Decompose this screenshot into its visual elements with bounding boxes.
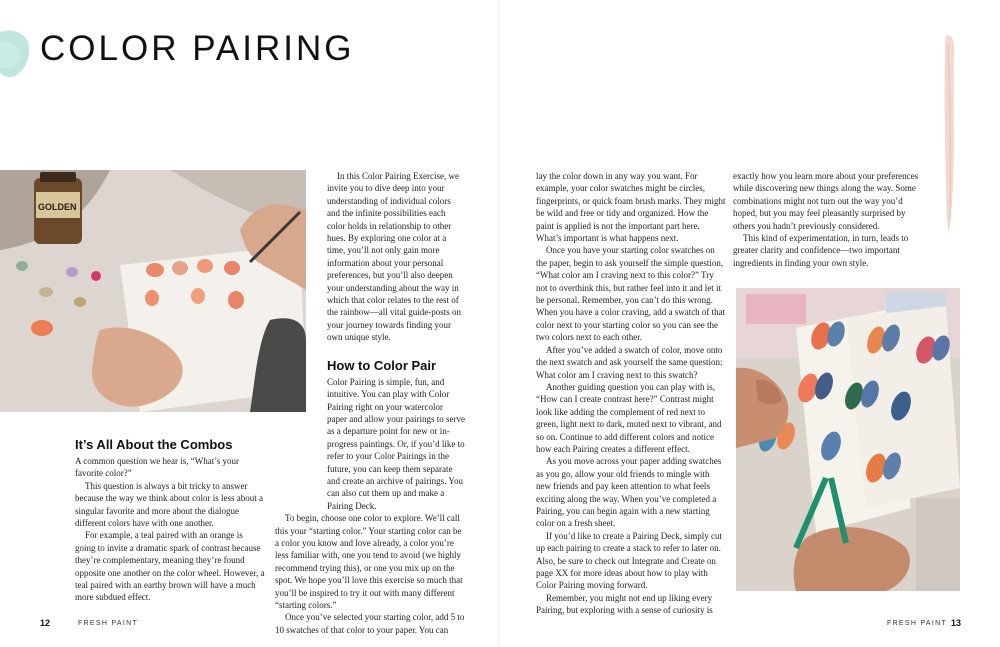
middle-column	[275, 170, 465, 636]
page-title: COLOR PAIRING	[40, 29, 355, 68]
paragraph: Once you’ve selected your starting color, add 5 to 10 swatches of that color to your paper. You can	[275, 612, 465, 635]
intro-block	[275, 170, 465, 512]
brush-stroke-decoration	[940, 34, 960, 234]
paragraph: After you’ve added a swatch of color, move onto the next swatch and ask yourself the same question: What color am I craving next to this swatch?	[536, 344, 723, 380]
paragraph: Once you have your starting color swatches on the paper, begin to ask yourself the simple question, “What color am I craving next to this color?” Try not to overthink this, but rather feel into it and let it be personal. Remember, you can’t do this wrong. When you have a color craving, add a swatch of that color next to your starting color so you can see the two colors next to each other.	[536, 245, 726, 343]
running-footer-left: FRESH PAINT	[78, 620, 139, 627]
paragraph: To begin, choose one color to explore. We’ll call this your “starting color.” Your starting color can be a color you know and love already, a color you’re less familiar with, one you tend to avoid (we highly recommend trying this), or one you mix up on the spot. We hope you’ll love this exercise so much that you’ll be inspired to try it out with many different “starting colors.”	[275, 513, 463, 610]
paragraph: For example, a teal paired with an orange is going to invite a dramatic spark of contrast because they’re complementary, meaning they’re found opposite one another on the color wheel. However, a teal paired with an earthy brown will have a much more subdued effect.	[75, 530, 265, 603]
painting-photo-left	[0, 170, 306, 412]
right-column-1	[536, 170, 726, 617]
right-column-2	[733, 170, 923, 269]
page-number-left: 12	[40, 618, 51, 628]
paragraph: As you move across your paper adding swatches as you go, allow your old friends to mingle with new friends and pay keen attention to what feels exciting along the way. When you’ve completed a Pairing, you can begin again with a new starting color on a fresh sheet.	[536, 456, 722, 529]
paragraph: lay the color down in any way you want. For example, your color swatches might be circles, fingerprints, or quick foam brush marks. They might be wild and free or tidy and organized. How the paint is applied is not the important part here. What’s important is what happens next.	[536, 171, 726, 244]
paragraph: Another guiding question you can play with is, “How can I create contrast here?” Contrast might look like adding the complement of red next to green, light next to dark, muted next to vibrant, and so on. Continue to add different colors and notice how each Pairing creates a different effect.	[536, 381, 722, 454]
intro-paragraph: In this Color Pairing Exercise, we invite you to dive deep into your understanding of individual colors and the infinite possibilities each color holds in relationship to other hues. By exploring one color at a time, you’ll not only gain more information about your personal preferences, but you’ll also deepen your understanding about the way in which that color relates to the rest of the rainbow—all vital guide-posts on your journey towards finding your own unique style.	[327, 171, 461, 343]
paragraph: This question is always a bit tricky to answer because the way we think about color is less about a singular favorite and more about the dialogue different colors have with one another.	[75, 480, 263, 529]
gutter	[498, 0, 499, 647]
paragraph: If you’d like to create a Pairing Deck, simply cut up each pairing to create a stack to refer to later on. Also, be sure to check out Integrate and Create on page XX for more ideas about how to play with Color Pairing moving forward.	[536, 530, 722, 591]
paragraph: exactly how you learn more about your preferences while discovering new things along the way. Some combinations might not turn out the way you’d hoped, but you may feel pleasantly surprised by others you hadn’t previously considered.	[733, 171, 919, 231]
section-heading-combos: It’s All About the Combos	[75, 437, 233, 452]
running-footer-right: FRESH PAINT	[887, 620, 948, 627]
page-number-right: 13	[951, 618, 962, 628]
left-column	[75, 437, 265, 604]
paragraph: A common question we hear is, “What’s your favorite color?”	[75, 456, 239, 479]
paragraph: Remember, you might not end up liking every Pairing, but exploring with a sense of curiosity is	[536, 592, 713, 616]
swatch-cards-photo-right	[736, 288, 960, 591]
paragraph: Color Pairing is simple, fun, and intuitive. You can play with Color Pairing right on your watercolor paper and allow your pairings to serve as a departure point for new or in-progress paintings. Or, if you’d like to refer to your Color Pairings in the future, you can keep them separate and create an archive of pairings. You can also cut them up and make a Pairing Deck.	[327, 376, 465, 511]
palette-painting-image	[0, 170, 306, 412]
section-heading-how-to: How to Color Pair	[327, 357, 437, 373]
pairing-cards-image	[736, 288, 960, 591]
jar-label: GOLDEN	[38, 202, 77, 212]
watercolor-wash-decoration	[0, 28, 30, 80]
paragraph: This kind of experimentation, in turn, leads to greater clarity and confidence—two important ingredients in finding your own style.	[733, 233, 909, 268]
